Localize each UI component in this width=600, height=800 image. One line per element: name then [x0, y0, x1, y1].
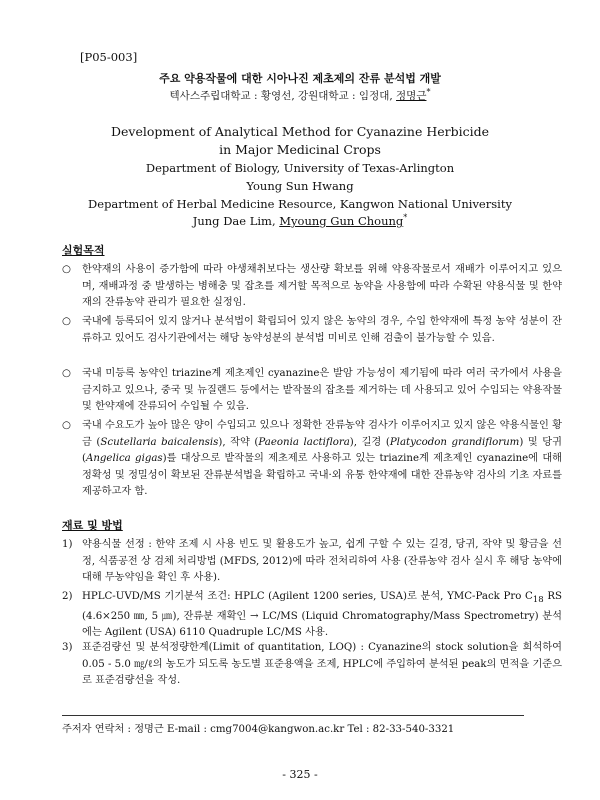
- objective-text: 한약재의 사용이 증가함에 따라 야생채취보다는 생산량 확보를 위해 약용작물로서 재배가 이루어지고 있으며, 재배과정 중 발생하는 병해충 및 잡초를 제거할 목적으로 농약을 사용함에 따라 수확된 약용식물 및 한약재의 잔류농약 관리가 필요한 실정임.: [82, 264, 562, 308]
- method-item: [62, 640, 562, 690]
- affiliation-2: Department of Herbal Medicine Resource, Kangwon National University: [88, 197, 512, 211]
- corresponding-author: Myoung Gun Choung: [279, 214, 404, 228]
- contact-info: 주저자 연락처 : 정명근 E-mail : cmg7004@kangwon.ac.kr Tel : 82-33-540-3321: [62, 724, 455, 735]
- species-name: Scutellaria baicalensis: [100, 436, 219, 448]
- objective-text: 국내 미등록 농약인 triazine계 제초제인 cyanazine은 발암 가능성이 제기됨에 따라 여러 국가에서 사용을 금지하고 있으나, 중국 및 뉴질랜드 등에서는 밭작물의 잡초를 제거하는 데 사용되고 있어 수입되는 약용작물 및 한약재에 잔류되어 수입될 수 있음.: [82, 368, 562, 412]
- method-item: [62, 537, 562, 587]
- subscript: 18: [532, 595, 544, 606]
- objective-text-part: ), 작약 (: [218, 436, 259, 448]
- author-1: Young Sun Hwang: [246, 179, 354, 193]
- objective-item: [62, 314, 562, 347]
- species-name: Paeonia lactiflora: [258, 436, 350, 448]
- author-2: [40, 212, 560, 230]
- method-text: 표준검량선 및 분석정량한계(Limit of quantitation, LOQ) : Cyanazine의 stock solution을 희석하여 0.05 - 5.0 ㎎/ℓ의 농도가 되도록 농도별 표준용액을 조제, HPLC에 주입하여 분석된 peak의 면적을 기준으로 표준검량선을 작성.: [82, 642, 562, 686]
- objective-item: [62, 366, 562, 416]
- objective-text-part: ), 길경 (: [349, 436, 390, 448]
- method-number: 1): [62, 539, 73, 550]
- section-heading-methods: 재료 및 방법: [62, 519, 123, 532]
- affiliation-1: Department of Biology, University of Texas-Arlington: [145, 161, 455, 175]
- objective-text-part: )를 대상으로 밭작물의 제초제로 사용하고 있는 triazine계 제초제인 cyanazine에 대해 정확성 및 정밀성이 확보된 잔류분석법을 확립하고 국내·외 유통 한약재에 대한 잔류농약 검사의 기초 자료를 제공하고자 함.: [82, 453, 562, 497]
- method-text: [82, 589, 562, 642]
- korean-title: 주요 약용작물에 대한 시아나진 제초제의 잔류 분석법 개발: [159, 72, 441, 85]
- method-text-part: RS (4.6×250 ㎜, 5 ㎛), 잔류분 재확인 → LC/MS (Liquid Chromatography/Mass Spectrometry) 분석에는 Agilent (USA) 6110 Quadruple LC/MS 사용.: [82, 591, 562, 639]
- abstract-code: [P05-003]: [80, 50, 138, 64]
- bullet-circle-icon: ○: [62, 316, 71, 327]
- objective-text-part: ) 및 당귀 (: [82, 436, 562, 464]
- korean-authors-main: 텍사스주립대학교 : 황영선, 강원대학교 : 임정대,: [169, 90, 397, 102]
- species-name: Platycodon grandiflorum: [389, 436, 520, 448]
- method-text-part: HPLC-UVD/MS 기기분석 조건: HPLC (Agilent 1200 series, USA)로 분석, YMC-Pack Pro C: [82, 591, 533, 602]
- bullet-circle-icon: ○: [62, 264, 71, 275]
- bullet-circle-icon: ○: [62, 420, 71, 431]
- english-title-line1: Development of Analytical Method for Cyanazine Herbicide: [111, 124, 489, 139]
- method-item: [62, 589, 562, 642]
- author-2-main: Jung Dae Lim,: [192, 214, 280, 228]
- english-title-line2: in Major Medicinal Crops: [219, 142, 381, 157]
- corresponding-mark: *: [426, 87, 431, 97]
- section-heading-objective: 실험목적: [62, 244, 105, 257]
- footnote-divider: [62, 715, 524, 716]
- objective-text-part: 국내 수요도가 높아 많은 양이 수입되고 있으나 정확한 잔류농약 검사가 이루어지고 있지 않은 약용식물인 황금 (: [82, 420, 562, 448]
- corresponding-mark-en: *: [403, 213, 408, 223]
- bullet-circle-icon: ○: [62, 368, 71, 379]
- objective-text: [82, 418, 562, 501]
- species-name: Angelica gigas: [85, 453, 163, 464]
- method-number: 3): [62, 642, 73, 653]
- method-number: 2): [62, 591, 73, 602]
- korean-authors: [40, 88, 560, 103]
- objective-item: [62, 262, 562, 312]
- objective-item: [62, 418, 562, 501]
- method-text: 약용식물 선정 : 한약 조제 시 사용 빈도 및 활용도가 높고, 쉽게 구할 수 있는 길경, 당귀, 작약 및 황금을 선정, 식품공전 상 검체 처리방법 (MFDS, 2012)에 따라 전처리하여 사용 (잔류농약 검사 실시 후 해당 농약에 대해 무농약임을 확인 후 사용).: [82, 539, 562, 583]
- page-number: - 325 -: [282, 768, 318, 781]
- korean-corresponding-author: 정명근: [396, 90, 427, 102]
- objective-text: 국내에 등록되어 있지 않거나 분석법이 확립되어 있지 않은 농약의 경우, 수입 한약재에 특정 농약 성분이 잔류하고 있어도 검사기관에서는 해당 농약성분의 분석법 미비로 인해 검출이 불가능할 수 있음.: [82, 316, 562, 344]
